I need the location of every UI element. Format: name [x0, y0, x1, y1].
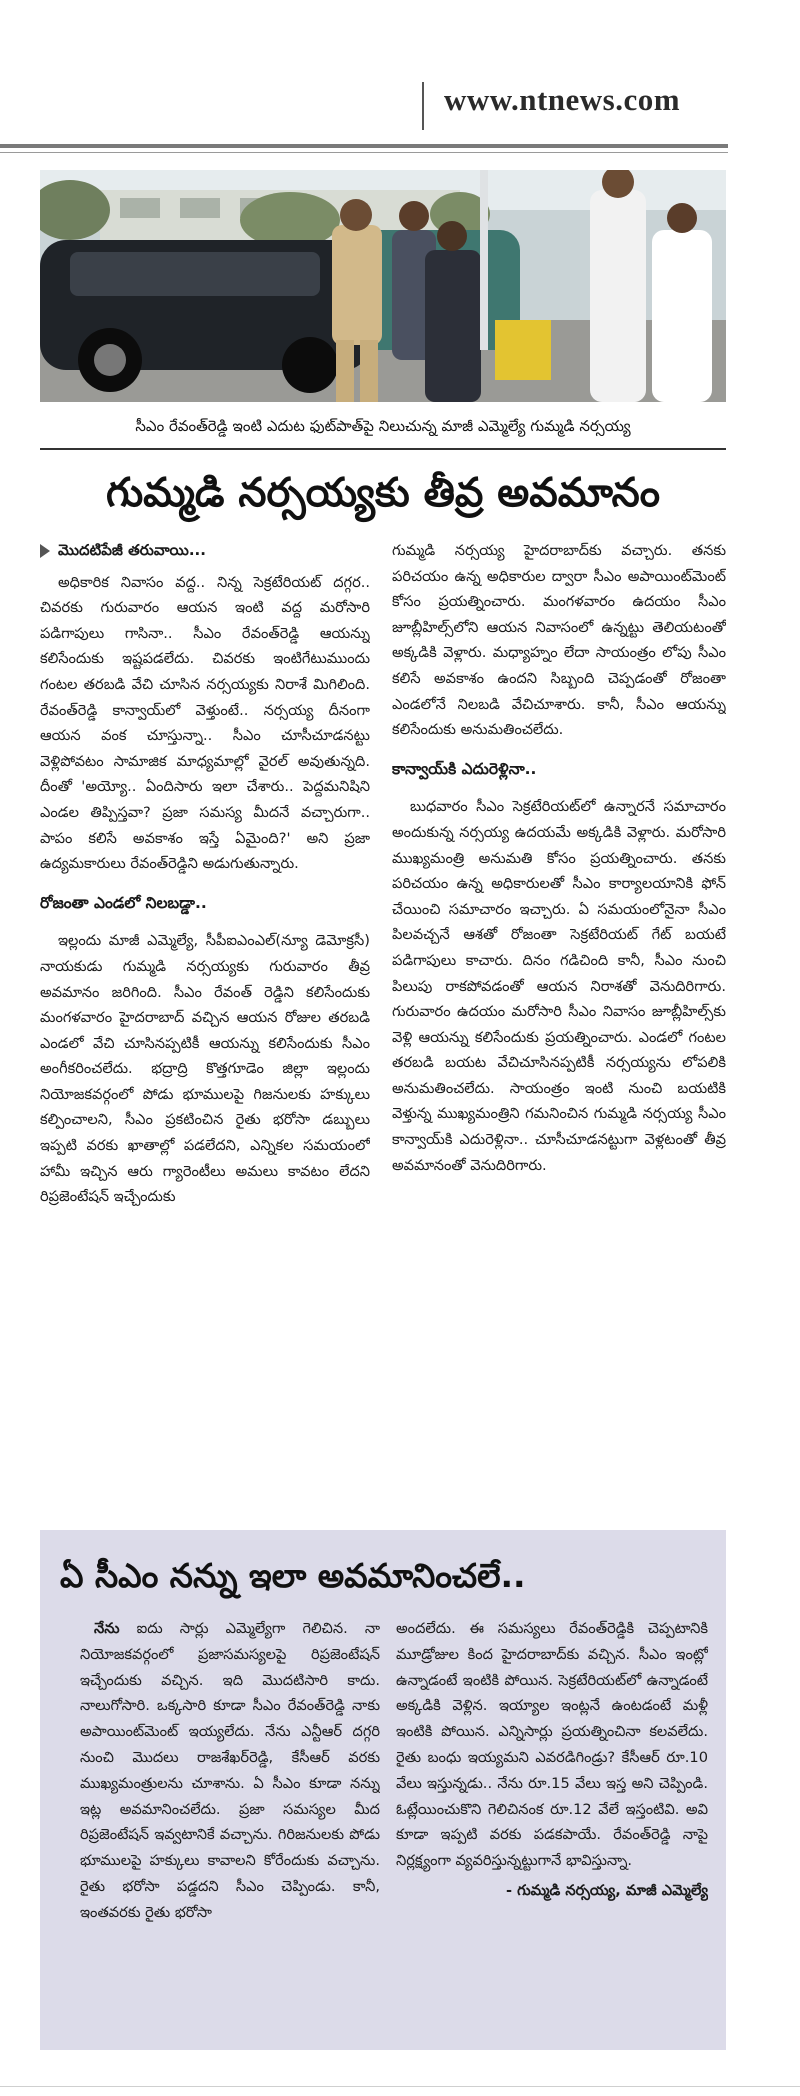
quote-right-column	[396, 1616, 708, 2036]
subheading: కాన్వాయ్‌కి ఎదురెళ్లినా..	[392, 759, 537, 778]
caption-divider	[40, 448, 726, 450]
quote-text: ఐదు సార్లు ఎమ్మెల్యేగా గెలిచిన. నా నియోజకవర్గంలో ప్రజాసమస్యలపై రిప్రజెంటేషన్ ఇచ్చేందుకు వచ్చిన. ఇది మొదటిసారి కాదు. నాలుగోసారి. ఒక్కసారి కూడా సీఎం రేవంత్‌రెడ్డి నాకు అపాయింట్‌మెంట్ ఇయ్యలేదు. నేను ఎన్టీఆర్ దగ్గరి నుంచి మొదలు రాజశేఖర్‌రెడ్డి, కేసీఆర్ వరకు ముఖ్యమంత్రులను చూశాను. ఏ సీఎం కూడా నన్ను ఇట్ల అవమానించలేదు. ప్రజా సమస్యల మీద రిప్రజెంటేషన్ ఇవ్వటానికే వచ్చాను. గిరిజనులకు పోడు భూములపై హక్కులు కావాలని కోరేందుకు వచ్చాను. రైతు భరోసా పడ్డదని సీఎం చెప్పిండు. కానీ, ఇంతవరకు రైతు భరోసా	[80, 1620, 380, 1921]
footer-rule	[0, 2086, 800, 2087]
continued-label	[40, 538, 370, 564]
quote-lead-word: నేను	[94, 1620, 120, 1637]
quote-paragraph: అందలేదు. ఈ సమస్యలు రేవంత్‌రెడ్డికి చెప్పటానికి మూడ్రోజుల కింద హైదరాబాద్‌కు వచ్చిన. సీఎం ఇంట్లో ఉన్నాడంటే ఇంటికి పోయిన. సెక్రటేరియట్‌లో ఉన్నాడంటే అక్కడికి వెళ్లిన. ఇయ్యాల ఇంట్లనే ఉంటడంటే మళ్లీ ఇంటికి పోయిన. ఎన్నిసార్లు ప్రయత్నించినా కలవలేదు. రైతు బంధు ఇయ్యమని ఎవరడిగిండ్రు? కేసీఆర్ రూ.10 వేలు ఇస్తున్నడు.. నేను రూ.15 వేలు ఇస్త అని చెప్పిండి. ఓట్లేయించుకొని గెలిచినంక రూ.12 వేలే ఇస్తంటివి. అవి కూడా ఇప్పటి వరకు పడకపాయే. రేవంత్‌రెడ్డి నాపై నిర్లక్ష్యంగా వ్యవరిస్తున్నట్టుగానే భావిస్తున్నా.	[396, 1620, 708, 1870]
quote-box	[40, 1530, 726, 2050]
masthead-divider	[422, 82, 424, 130]
paragraph: బుధవారం సీఎం సెక్రటేరియట్‌లో ఉన్నారనే సమాచారం అందుకున్న నర్సయ్య ఉదయమే అక్కడికి వెళ్లారు. మరోసారి ముఖ్యమంత్రి అనుమతి కోసం ప్రయత్నించారు. తనకు పరిచయం ఉన్న అధికారులతో సీఎం కార్యాలయానికి ఫోన్ చేయించి సమాచారం ఇచ్చారు. ఏ సమయంలోనైనా సీఎం పిలవచ్చనే ఆశతో రోజంతా సెక్రటేరియట్ గేట్ బయటే పడిగాపులు కాచారు. దినం గడిచింది కానీ, సీఎం నుంచి పిలుపు రాకపోవడంతో ఆయన నిరాశతో వెనుదిరిగారు. గురువారం ఉదయం మరోసారి సీఎం నివాసం జూబ్లీహిల్స్‌కు వెళ్లి ఆయన్ను కలిసేందుకు ప్రయత్నించారు. ఎండలో గంటల తరబడి బయట వేచిచూసినప్పటికీ నర్సయ్యను లోపలికి అనుమతించలేదు. సాయంత్రం ఇంటి నుంచి బయటికి వెళ్తున్న ముఖ్యమంత్రిని గమనించిన గుమ్మడి నర్సయ్య సీఎం కాన్వాయ్‌కి ఎదురెళ్లినా.. చూసీచూడనట్టుగా వెళ్లటంతో తీవ్ర అవమానంతో వెనుదిరిగారు.	[392, 798, 726, 1174]
triangle-arrow-icon	[40, 544, 50, 558]
photo-caption: సీఎం రేవంత్‌రెడ్డి ఇంటి ఎదుట ఫుట్‌పాత్‌పై నిలుచున్న మాజీ ఎమ్మెల్యే గుమ్మడి నర్సయ్య	[135, 417, 631, 435]
header-rule	[0, 144, 728, 148]
quote-left-column	[80, 1616, 380, 2036]
quote-signoff: - గుమ్మడి నర్సయ్య, మాజీ ఎమ్మెల్యే	[505, 1881, 708, 1899]
paragraph: అధికారిక నివాసం వద్ద.. నిన్న సెక్రటేరియట్ దగ్గర.. చివరకు గురువారం ఆయన ఇంటి వద్ద మరోసారి పడిగాపులు గాసినా.. సీఎం రేవంత్‌రెడ్డి ఆయన్ను కలిసేందుకు ఇష్టపడలేదు. చివరకు ఇంటిగేటుముందు గంటల తరబడి వేచి చూసిన నర్సయ్యకు నిరాశే మిగిలింది. రేవంత్‌రెడ్డి కాన్వాయ్‌లో వెళ్తుంటే.. నర్సయ్య దీనంగా ఆయన వంక చూస్తున్నా.. సీఎం చూసీచూడనట్టు వెళ్లిపోవటం సామాజిక మాధ్యమాల్లో వైరల్ అవుతున్నది. దీంతో 'అయ్యో.. ఏందిసారు ఇలా చేశారు.. పెద్దమనిషిని ఎండల తిప్పిస్తవా? ప్రజా సమస్య మీదనే వచ్చారుగా.. పాపం కలిసే అవకాశం ఇస్తే ఏమైంది?' అని ప్రజా ఉద్యమకారులు రేవంత్‌రెడ్డిని అడుగుతున్నారు.	[40, 573, 370, 873]
article-right-column	[392, 538, 726, 1508]
article-left-column	[40, 538, 370, 1508]
quote-paragraph	[80, 1616, 380, 1926]
paragraph: గుమ్మడి నర్సయ్య హైదరాబాద్‌కు వచ్చారు. తనకు పరిచయం ఉన్న అధికారుల ద్వారా సీఎం అపాయింట్‌మెంట్ కోసం ప్రయత్నించారు. మంగళవారం ఉదయం సీఎం జూబ్లీహిల్స్‌లోని ఆయన నివాసంలో ఉన్నట్టు తెలియటంతో అక్కడికి వెళ్లారు. మధ్యాహ్నం లేదా సాయంత్రం లోపు సీఎం కలిసే అవకాశం ఉందని సిబ్బంది చెప్పడంతో రోజంతా ఎండలోనే నిలబడి వేచిచూశారు. కానీ, సీఎం ఆయన్ను కలిసేందుకు అనుమతించలేదు.	[392, 542, 726, 739]
subheading: రోజంతా ఎండలో నిలబడ్డా..	[40, 893, 207, 912]
paragraph: ఇల్లందు మాజీ ఎమ్మెల్యే, సీపీఐఎంఎల్(న్యూ డెమోక్రసీ) నాయకుడు గుమ్మడి నర్సయ్యకు గురువారం తీవ్ర అవమానం జరిగింది. సీఎం రేవంత్ రెడ్డిని కలిసేందుకు మంగళవారం హైదరాబాద్ వచ్చిన ఆయన రోజుల తరబడి ఎండలో వేచి చూసినప్పటికీ ఆయన్ను కలిసేందుకు సీఎం అంగీకరించలేదు. భద్రాద్రి కొత్తగూడెం జిల్లా ఇల్లందు నియోజకవర్గంలో పోడు భూములపై గిజనులకు హక్కులు కల్పించాలని, సీఎం ప్రకటించిన రైతు భరోసా డబ్బులు ఇప్పటి వరకు ఖాతాల్లో పడలేదని, ఎన్నికల సమయంలో హామీ ఇచ్చిన ఆరు గ్యారెంటీలు అమలు కావటం లేదని రిప్రజెంటేషన్ ఇచ్చేందుకు	[40, 932, 370, 1206]
masthead	[0, 0, 800, 150]
site-url[interactable]: www.ntnews.com	[444, 82, 681, 117]
header-rule-thin	[0, 152, 728, 153]
headline: గుమ్మడి నర్సయ్యకు తీవ్ర అవమానం	[106, 470, 660, 516]
quote-box-title: ఏ సీఎం నన్ను ఇలా అవమానించలే..	[60, 1556, 526, 1595]
continued-text: మొదటిపేజీ తరువాయి...	[58, 541, 206, 559]
news-photo	[40, 170, 726, 402]
